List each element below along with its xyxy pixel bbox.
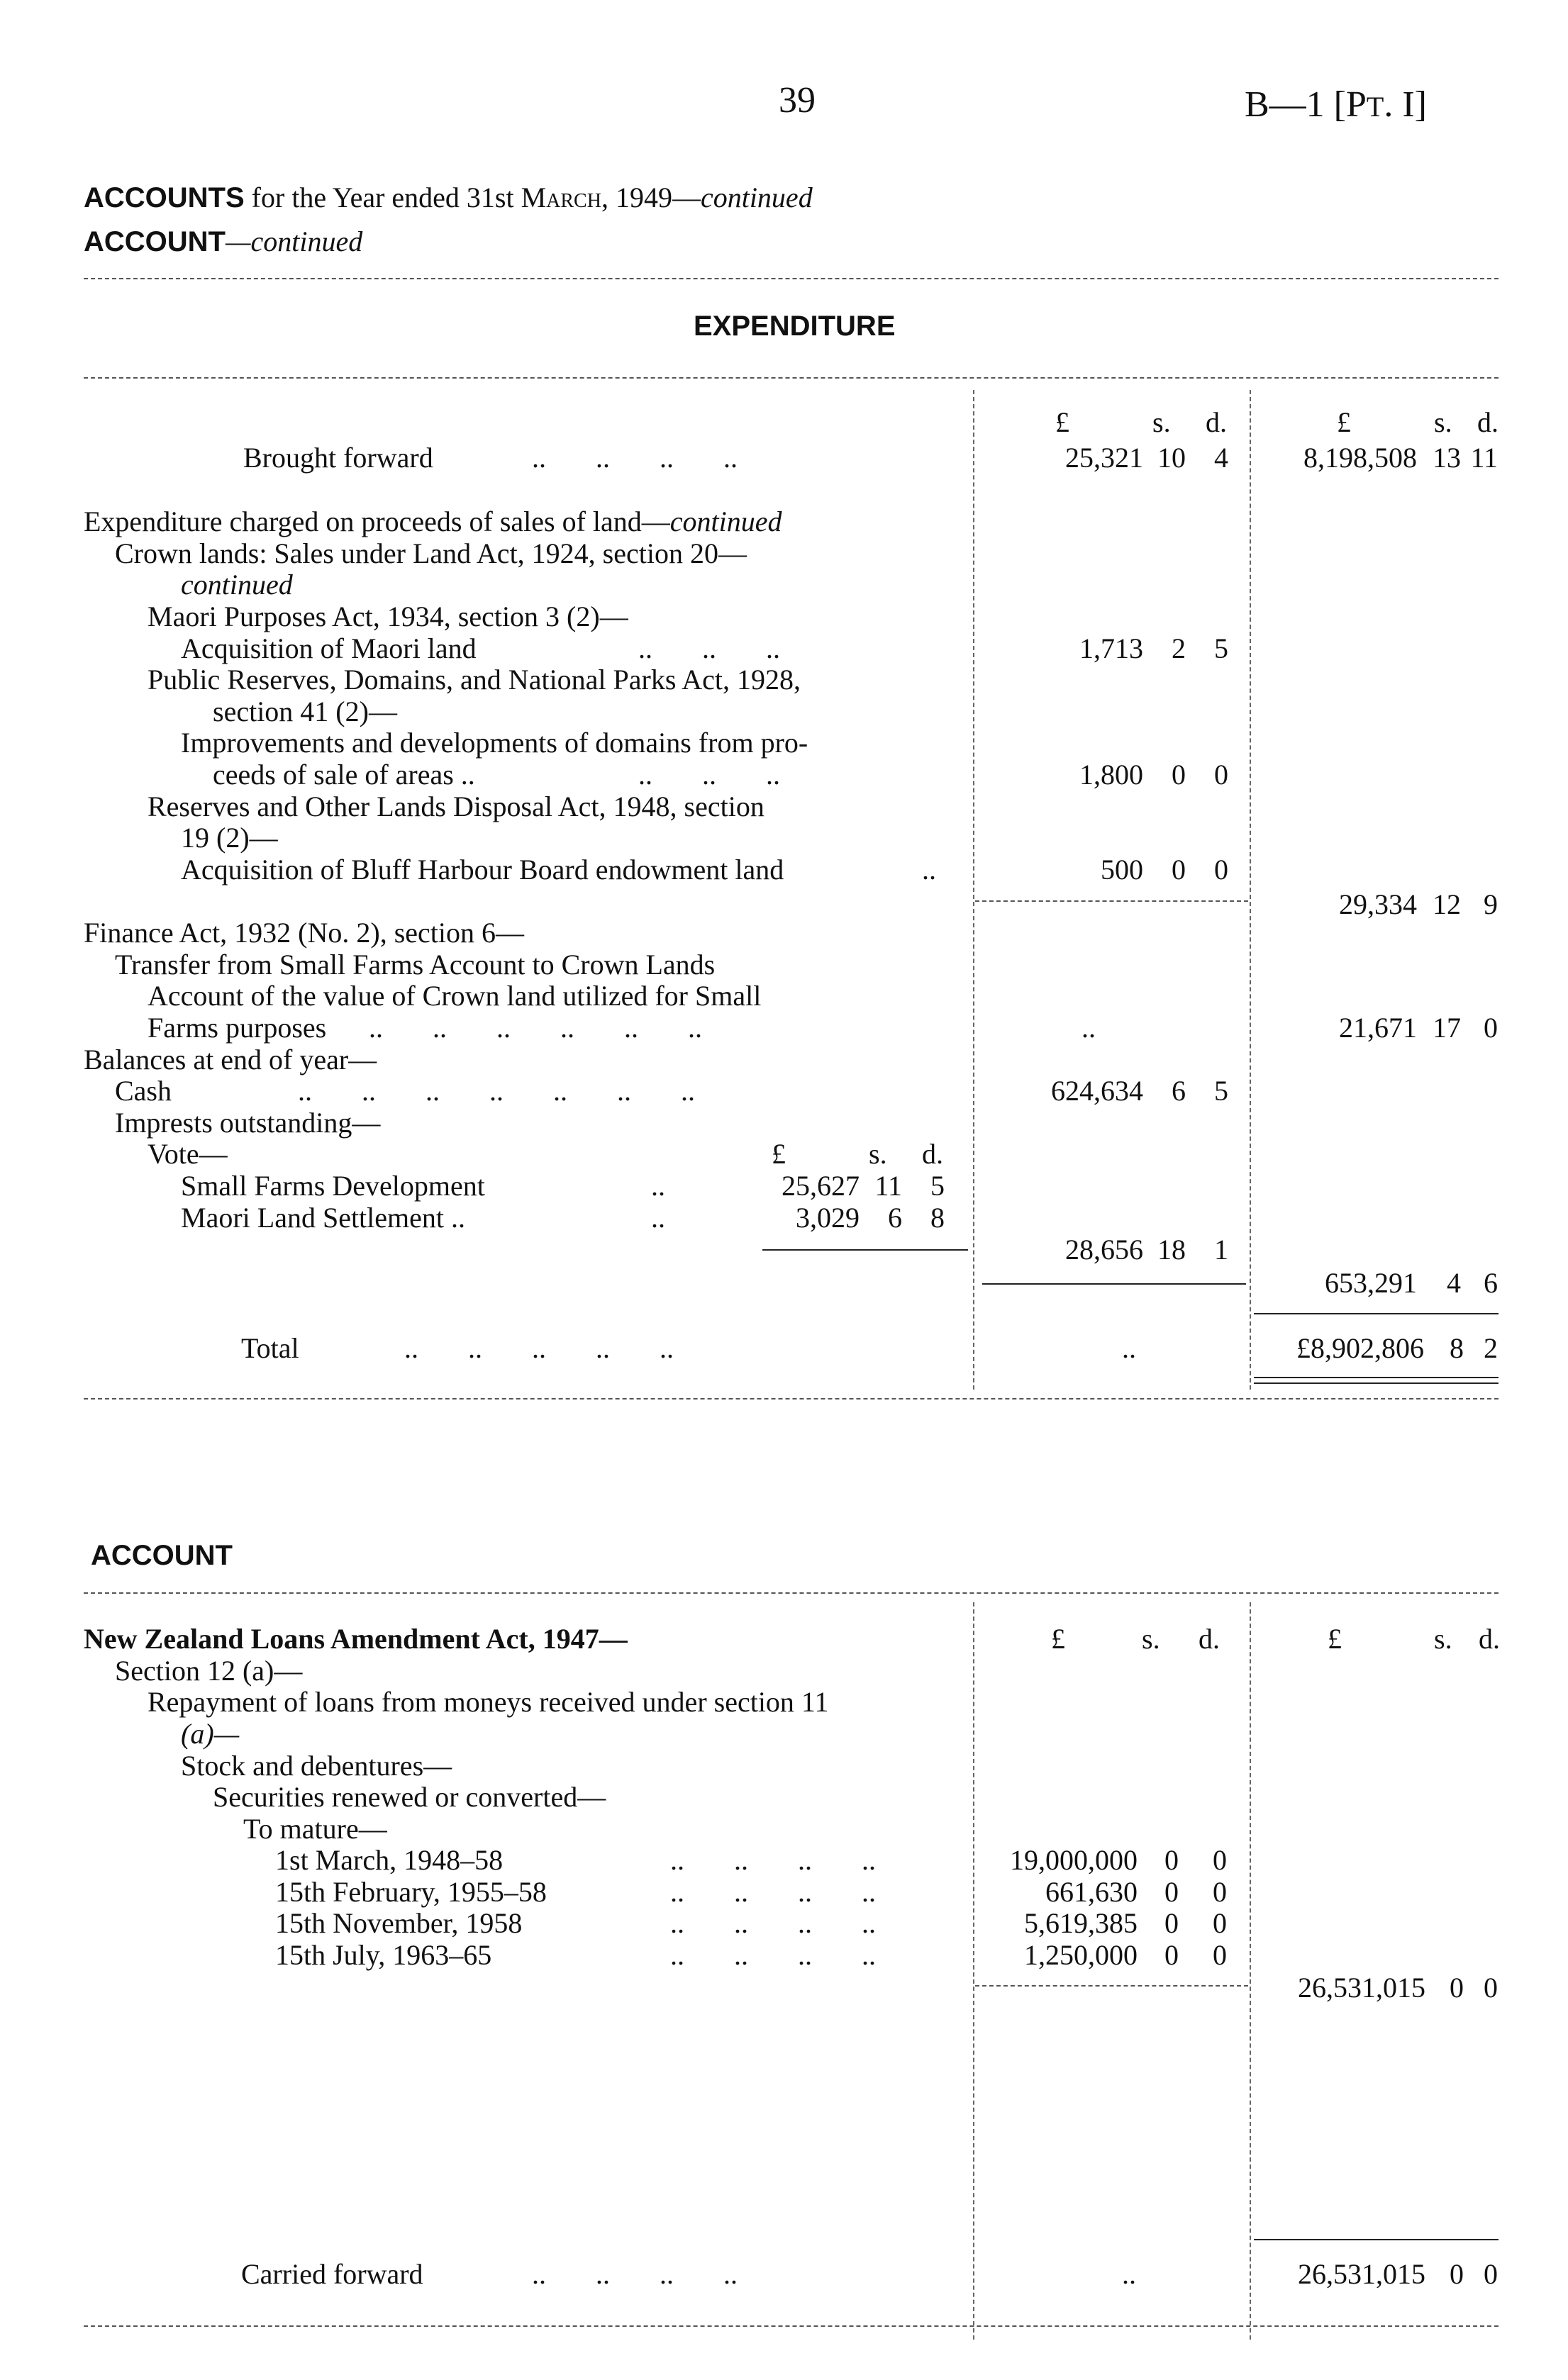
s2-subtotal-s: 0 — [1450, 1972, 1464, 2004]
maori-land-pounds: 3,029 — [796, 1202, 860, 1234]
s2-col2-pound: £ — [1328, 1623, 1342, 1655]
bluff-pounds: 500 — [1101, 854, 1143, 885]
carried-forward-label: Carried forward — [241, 2258, 423, 2290]
vote-line: Vote— — [148, 1138, 228, 1170]
maturity-2-d: 0 — [1213, 1876, 1227, 1908]
s2-subtotal-d: 0 — [1484, 1972, 1498, 2004]
maturity-2-s: 0 — [1164, 1876, 1179, 1908]
cash-pounds: 624,634 — [1051, 1075, 1143, 1107]
balances-total-pounds: 653,291 — [1325, 1267, 1417, 1299]
bf-c2-d: 11 — [1470, 442, 1498, 474]
loans-act-line: New Zealand Loans Amendment Act, 1947— — [84, 1623, 628, 1655]
s2-col2-d: d. — [1479, 1623, 1500, 1655]
col1-pence: d. — [1206, 406, 1227, 438]
transfer-d: 0 — [1484, 1012, 1498, 1044]
maori-land-label: Maori Land Settlement .. — [181, 1202, 466, 1234]
maori-land-d: 8 — [930, 1202, 945, 1234]
crown-lands-line: Crown lands: Sales under Land Act, 1924, section 20— — [115, 537, 747, 569]
bf-c1-d: 4 — [1214, 442, 1228, 474]
total-pounds: £8,902,806 — [1296, 1332, 1424, 1364]
improvements-line: Improvements and developments of domains from pro- — [181, 727, 808, 759]
transfer-line: Transfer from Small Farms Account to Crown Lands — [115, 949, 716, 981]
maturity-1-label: 1st March, 1948–58 — [275, 1844, 504, 1876]
account-heading-2: ACCOUNT — [91, 1540, 233, 1571]
page-number: 39 — [779, 80, 816, 121]
exp-heading: Expenditure charged on proceeds of sales of land—continued — [84, 505, 782, 537]
total-label: Total — [241, 1332, 299, 1364]
s2-subtotal-pounds: 26,531,015 — [1298, 1972, 1425, 2004]
maturity-3-s: 0 — [1164, 1907, 1179, 1939]
document-reference: B—1 [PT. I] — [1245, 84, 1427, 125]
bf-c2-s: 13 — [1433, 442, 1461, 474]
s2-col1-d: d. — [1199, 1623, 1220, 1655]
col1-shillings: s. — [1152, 406, 1171, 438]
maori-purposes-line: Maori Purposes Act, 1934, section 3 (2)— — [148, 600, 628, 632]
total-d: 2 — [1484, 1332, 1498, 1364]
small-farms-label: Small Farms Development — [181, 1170, 485, 1202]
acq-d: 5 — [1214, 632, 1228, 664]
maturity-4-d: 0 — [1213, 1939, 1227, 1971]
cash-d: 5 — [1214, 1075, 1228, 1107]
carried-d: 0 — [1484, 2258, 1498, 2290]
col2-pound: £ — [1337, 406, 1351, 438]
balances-line: Balances at end of year— — [84, 1044, 377, 1076]
maturity-1-pounds: 19,000,000 — [1010, 1844, 1138, 1876]
accounts-heading: ACCOUNTS for the Year ended 31st March, 1949—continued — [84, 181, 813, 213]
reserves-sec: 19 (2)— — [181, 822, 278, 854]
public-reserves-line: Public Reserves, Domains, and National Parks Act, 1928, — [148, 664, 801, 695]
balances-total-s: 4 — [1447, 1267, 1461, 1299]
imprests-total-s: 18 — [1157, 1234, 1186, 1266]
stock-line: Stock and debentures— — [181, 1750, 452, 1782]
improv-d: 0 — [1214, 759, 1228, 790]
brought-forward-label: Brought forward — [243, 442, 433, 474]
transfer-s: 17 — [1433, 1012, 1461, 1044]
repayment-line-2: (a)— — [181, 1718, 240, 1750]
total-s: 8 — [1450, 1332, 1464, 1364]
acq-s: 2 — [1172, 632, 1186, 664]
bluff-label: Acquisition of Bluff Harbour Board endowment land — [181, 854, 784, 885]
crown-lands-cont: continued — [181, 569, 293, 600]
transfer-line-2: Account of the value of Crown land utilized for Small — [148, 980, 762, 1012]
transfer-line-3: Farms purposes — [148, 1012, 327, 1044]
maturity-4-pounds: 1,250,000 — [1024, 1939, 1138, 1971]
col2-pence: d. — [1477, 406, 1499, 438]
carried-s: 0 — [1450, 2258, 1464, 2290]
col1-pound: £ — [1055, 406, 1069, 438]
s2-col2-s: s. — [1434, 1623, 1452, 1655]
cash-label: Cash — [115, 1075, 172, 1107]
maturity-2-pounds: 661,630 — [1045, 1876, 1138, 1908]
balances-total-d: 6 — [1484, 1267, 1498, 1299]
inner-pound: £ — [772, 1138, 786, 1170]
maori-land-s: 6 — [888, 1202, 902, 1234]
bf-c1-pounds: 25,321 — [1065, 442, 1143, 474]
subtotal1-s: 12 — [1433, 888, 1461, 920]
transfer-c1: .. — [1082, 1012, 1096, 1044]
small-farms-s: 11 — [874, 1170, 902, 1202]
cash-s: 6 — [1172, 1075, 1186, 1107]
public-reserves-sec: section 41 (2)— — [213, 695, 397, 727]
small-farms-pounds: 25,627 — [782, 1170, 860, 1202]
improvements-line-2: ceeds of sale of areas .. — [213, 759, 475, 790]
maturity-3-label: 15th November, 1958 — [275, 1907, 523, 1939]
imprests-total-d: 1 — [1214, 1234, 1228, 1266]
carried-pounds: 26,531,015 — [1298, 2258, 1425, 2290]
bluff-d: 0 — [1214, 854, 1228, 885]
acq-maori-label: Acquisition of Maori land — [181, 632, 477, 664]
finance-act-line: Finance Act, 1932 (No. 2), section 6— — [84, 917, 524, 949]
s2-col1-pound: £ — [1051, 1623, 1065, 1655]
carried-c1: .. — [1122, 2258, 1136, 2290]
transfer-pounds: 21,671 — [1339, 1012, 1417, 1044]
leader-dots: .. .. .. .. — [532, 442, 738, 474]
maturity-2-label: 15th February, 1955–58 — [275, 1876, 547, 1908]
acq-pounds: 1,713 — [1079, 632, 1143, 664]
subtotal1-d: 9 — [1484, 888, 1498, 920]
bluff-s: 0 — [1172, 854, 1186, 885]
maturity-3-pounds: 5,619,385 — [1024, 1907, 1138, 1939]
maturity-4-label: 15th July, 1963–65 — [275, 1939, 492, 1971]
imprests-total-pounds: 28,656 — [1065, 1234, 1143, 1266]
improv-s: 0 — [1172, 759, 1186, 790]
account-heading: ACCOUNT—continued — [84, 225, 363, 257]
bf-c1-s: 10 — [1157, 442, 1186, 474]
section-12a-line: Section 12 (a)— — [115, 1655, 303, 1687]
reserves-line: Reserves and Other Lands Disposal Act, 1948, section — [148, 790, 764, 822]
expenditure-title: EXPENDITURE — [694, 311, 896, 342]
imprests-line: Imprests outstanding— — [115, 1107, 381, 1139]
small-farms-d: 5 — [930, 1170, 945, 1202]
maturity-3-d: 0 — [1213, 1907, 1227, 1939]
inner-d: d. — [922, 1138, 943, 1170]
s2-col1-s: s. — [1142, 1623, 1160, 1655]
maturity-1-d: 0 — [1213, 1844, 1227, 1876]
to-mature-line: To mature— — [243, 1813, 387, 1845]
subtotal1-pounds: 29,334 — [1339, 888, 1417, 920]
total-c1: .. — [1122, 1332, 1136, 1364]
improv-pounds: 1,800 — [1079, 759, 1143, 790]
repayment-line: Repayment of loans from moneys received under section 11 — [148, 1686, 829, 1718]
maturity-1-s: 0 — [1164, 1844, 1179, 1876]
bf-c2-pounds: 8,198,508 — [1303, 442, 1417, 474]
maturity-4-s: 0 — [1164, 1939, 1179, 1971]
securities-line: Securities renewed or converted— — [213, 1781, 606, 1813]
inner-s: s. — [869, 1138, 887, 1170]
col2-shillings: s. — [1434, 406, 1452, 438]
